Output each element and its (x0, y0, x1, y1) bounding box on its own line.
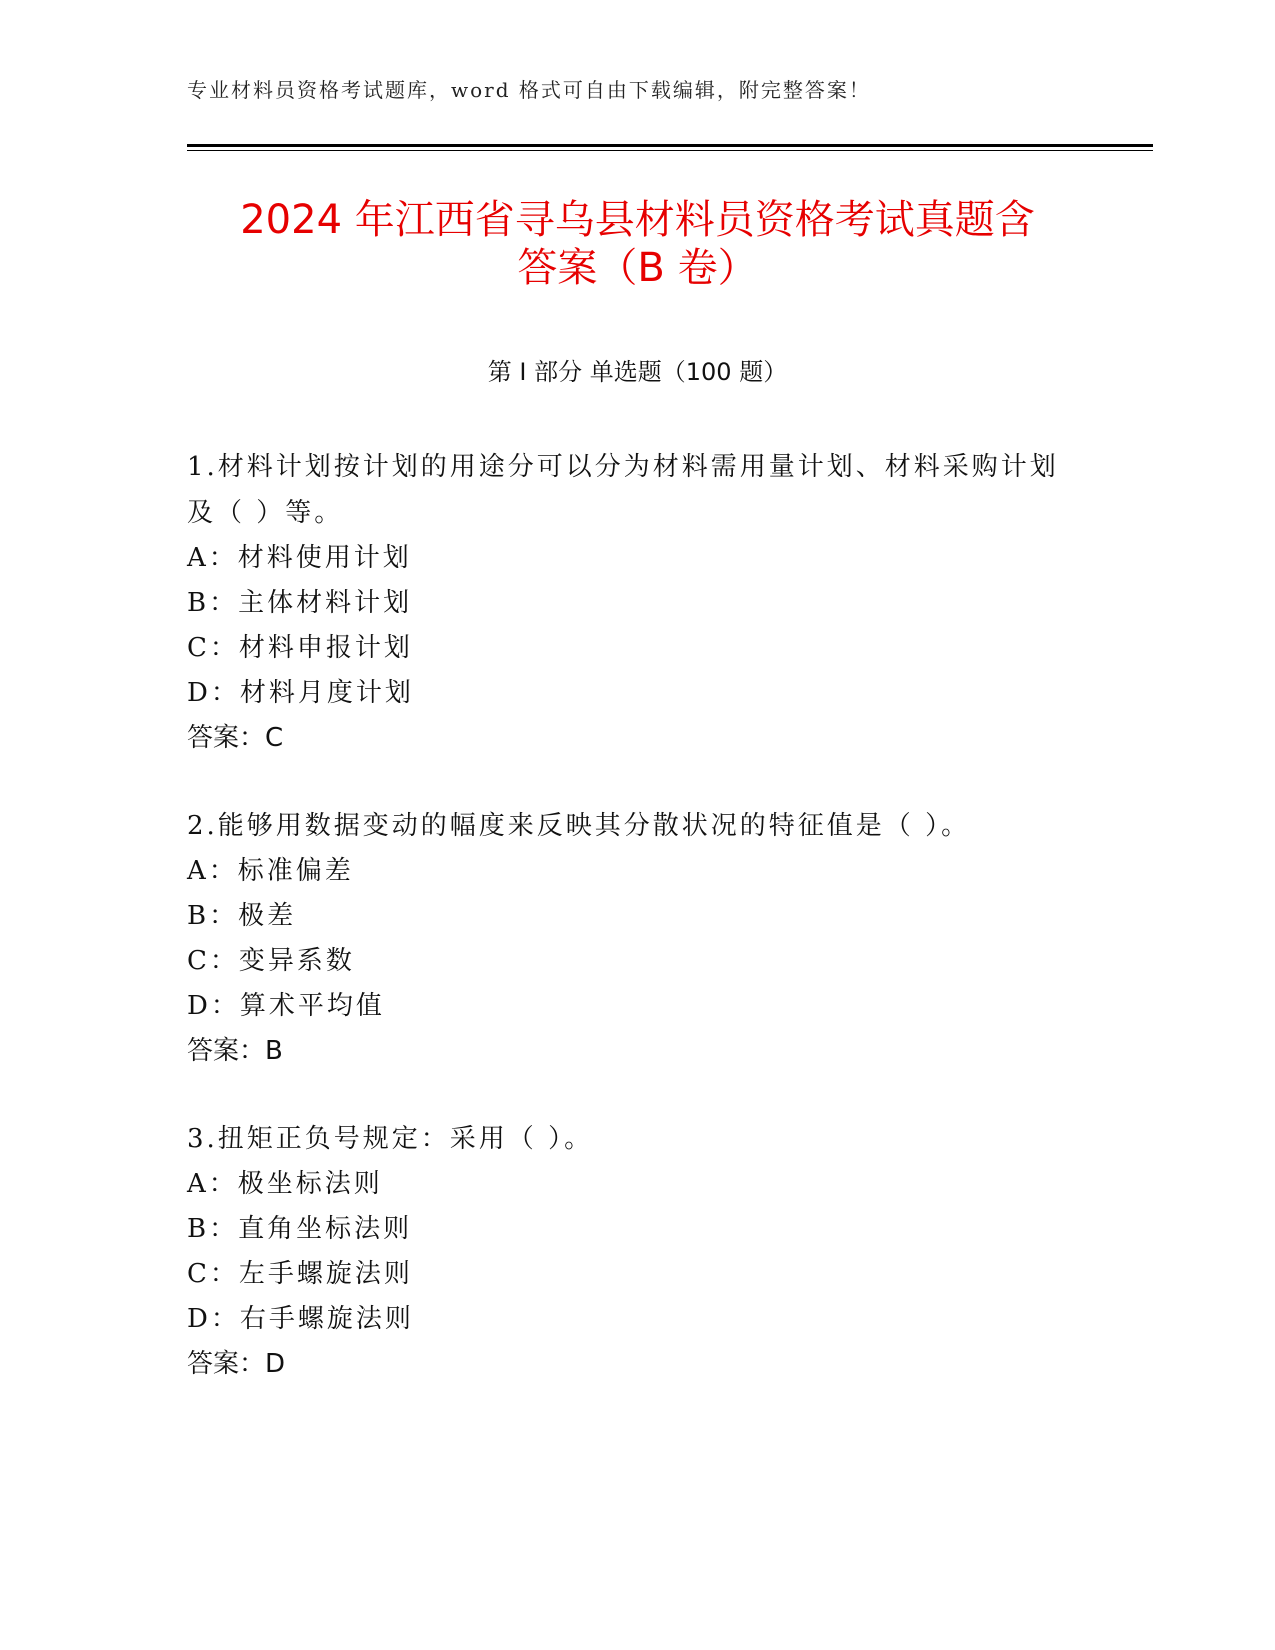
header-rule-thin (187, 150, 1153, 151)
document-title (160, 196, 1115, 292)
header-note: 专业材料员资格考试题库，word 格式可自由下载编辑，附完整答案！ (187, 78, 871, 102)
option-a: A：标准偏差 (187, 856, 354, 886)
section-title: 第 I 部分 单选题（100 题） (487, 358, 788, 386)
option-b: B：直角坐标法则 (187, 1214, 413, 1244)
title-line-2: 答案（B 卷） (517, 245, 758, 291)
option-c: C：材料申报计划 (187, 633, 413, 663)
answer: 答案：D (187, 1349, 286, 1379)
option-c: C：左手螺旋法则 (187, 1259, 413, 1289)
option-d: D：右手螺旋法则 (187, 1304, 414, 1334)
question-2 (187, 803, 1067, 1074)
question-1 (187, 444, 1067, 761)
option-a: A：极坐标法则 (187, 1169, 383, 1199)
question-3 (187, 1116, 1067, 1387)
header-rule-thick (187, 144, 1153, 147)
title-line-1: 2024 年江西省寻乌县材料员资格考试真题含 (240, 197, 1035, 243)
option-c: C：变异系数 (187, 946, 355, 976)
question-list (187, 444, 1067, 1429)
option-b: B：极差 (187, 901, 297, 931)
option-b: B：主体材料计划 (187, 588, 413, 618)
answer: 答案：B (187, 1036, 283, 1066)
option-a: A：材料使用计划 (187, 543, 412, 573)
question-stem: 1.材料计划按计划的用途分可以分为材料需用量计划、材料采购计划及（ ）等。 (187, 452, 1059, 528)
question-stem: 2.能够用数据变动的幅度来反映其分散状况的特征值是（ ）。 (187, 811, 971, 841)
option-d: D：材料月度计划 (187, 678, 414, 708)
option-d: D：算术平均值 (187, 991, 385, 1021)
answer: 答案：C (187, 723, 284, 753)
question-stem: 3.扭矩正负号规定：采用（ ）。 (187, 1124, 594, 1154)
